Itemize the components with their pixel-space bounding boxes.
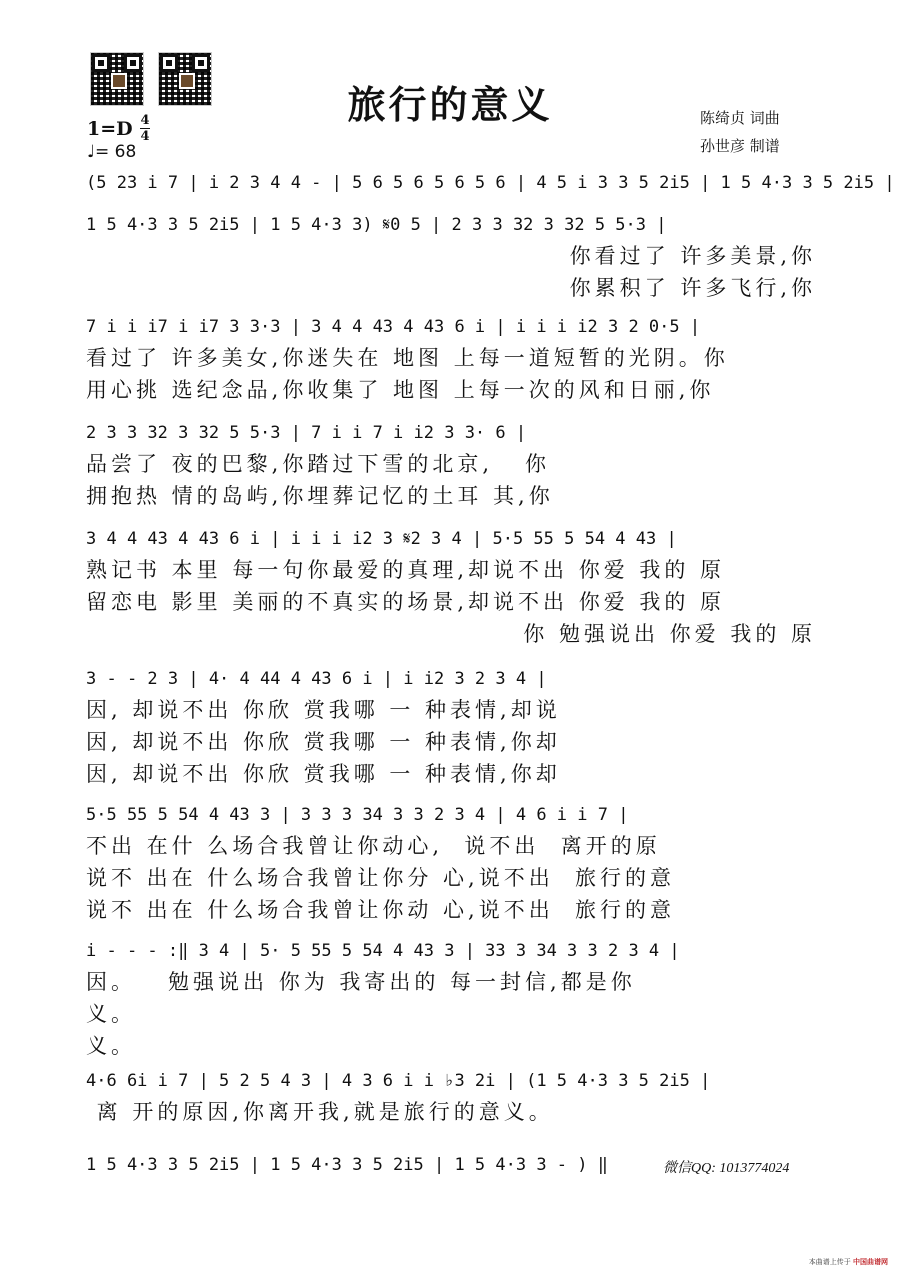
lyric-verse-1: 离 开的原因,你离开我,就是旅行的意义。 (86, 1100, 554, 1124)
transcriber: 孙世彦 制谱 (700, 137, 780, 155)
contact-info: 微信QQ: 1013774024 (663, 1161, 790, 1176)
lyric-verse-1: 你看过了 许多美景,你 (569, 244, 816, 268)
score-line-8 (86, 936, 816, 1062)
notation: 1 5 4·3 3 5 2i5 | 1 5 4·3 3) 𝄋0 5 | 2 3 3 32 3 32 5 5·3 | (86, 215, 667, 235)
notation: 3 - - 2 3 | 4· 4 44 4 43 6 i | i i2 3 2 3 4 | (86, 669, 547, 689)
notation: 4·6 6i i 7 | 5 2 5 4 3 | 4 3 6 i i ♭3 2i | (1 5 4·3 3 5 2i5 | (86, 1071, 711, 1091)
key-signature: 1=D (87, 118, 133, 140)
score-line-6 (86, 664, 816, 790)
notation: i - - - :‖ 3 4 | 5· 5 55 5 54 4 43 3 | 33 3 34 3 3 2 3 4 | (86, 941, 680, 961)
lyricist-composer: 陈绮贞 词曲 (700, 109, 780, 127)
credits (700, 104, 780, 160)
tempo-marking: ♩= 68 (87, 142, 137, 162)
score-line-9 (86, 1066, 816, 1128)
lyric-verse-1: 熟记书 本里 每一句你最爱的真理,却说不出 你爱 我的 原 (86, 558, 726, 582)
site-brand: 中国曲谱网 (853, 1258, 888, 1266)
score-line-4 (86, 418, 816, 512)
lyric-verse-2: 义。 (86, 1002, 136, 1026)
lyric-verse-1: 因, 却说不出 你欣 赏我哪 一 种表情,却说 (86, 698, 561, 722)
score-line-7 (86, 800, 816, 926)
song-title: 旅行的意义 (347, 82, 553, 127)
lyric-verse-3: 说不 出在 什么场合我曾让你动 心,说不出 旅行的意 (86, 898, 676, 922)
lyric-verse-1: 品尝了 夜的巴黎,你踏过下雪的北京, 你 (86, 452, 551, 476)
lyric-verse-3: 你 勉强说出 你爱 我的 原 (523, 622, 816, 646)
score-line-10 (86, 1150, 656, 1180)
score-line-2 (86, 210, 816, 304)
lyric-verse-3: 因, 却说不出 你欣 赏我哪 一 种表情,你却 (86, 762, 561, 786)
score-line-1 (86, 168, 895, 198)
lyric-verse-3: 义。 (86, 1034, 136, 1058)
notation: 2 3 3 32 3 32 5 5·3 | 7 i i 7 i i2 3 3· 6 | (86, 423, 527, 443)
lyric-verse-2: 用心挑 选纪念品,你收集了 地图 上每一次的风和日丽,你 (86, 378, 715, 402)
footer-watermark: 本曲谱上传于 中国曲谱网 (808, 1258, 888, 1266)
lyric-verse-2: 因, 却说不出 你欣 赏我哪 一 种表情,你却 (86, 730, 561, 754)
notation: 5·5 55 5 54 4 43 3 | 3 3 3 34 3 3 2 3 4 | 4 6 i i 7 | (86, 805, 629, 825)
notation: 1 5 4·3 3 5 2i5 | 1 5 4·3 3 5 2i5 | 1 5 4·3 3 - ) ‖ (86, 1155, 608, 1175)
lyric-verse-1: 因。 勉强说出 你为 我寄出的 每一封信,都是你 (86, 970, 636, 994)
notation: 3 4 4 43 4 43 6 i | i i i i2 3 𝄋2 3 4 | 5·5 55 5 54 4 43 | (86, 529, 677, 549)
score-line-3 (86, 312, 816, 406)
time-signature: 4 4 (140, 113, 150, 144)
notation: 7 i i i7 i i7 3 3·3 | 3 4 4 43 4 43 6 i | i i i i2 3 2 0·5 | (86, 317, 701, 337)
lyric-verse-2: 你累积了 许多飞行,你 (569, 276, 816, 300)
score-line-5 (86, 524, 816, 650)
lyric-verse-1: 看过了 许多美女,你迷失在 地图 上每一道短暂的光阴。你 (86, 346, 729, 370)
lyric-verse-1: 不出 在什 么场合我曾让你动心, 说不出 离开的原 (86, 834, 661, 858)
lyric-verse-2: 留恋电 影里 美丽的不真实的场景,却说不出 你爱 我的 原 (86, 590, 726, 614)
notation: (5 23 i 7 | i 2 3 4 4 - | 5 6 5 6 5 6 5 6 | 4 5 i 3 3 5 2i5 | 1 5 4·3 3 5 2i5 | (86, 173, 895, 193)
lyric-verse-2: 拥抱热 情的岛屿,你埋葬记忆的土耳 其,你 (86, 484, 554, 508)
lyric-verse-2: 说不 出在 什么场合我曾让你分 心,说不出 旅行的意 (86, 866, 676, 890)
